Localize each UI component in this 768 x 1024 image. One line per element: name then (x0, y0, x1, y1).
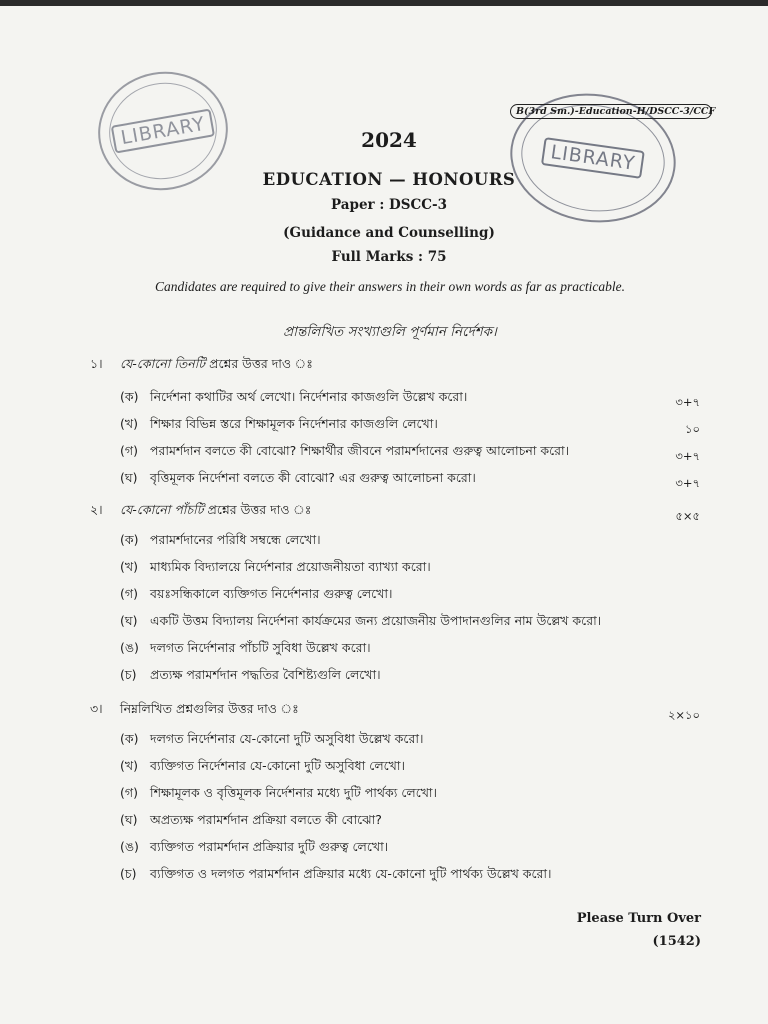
item-text: ব্যক্তিগত ও দলগত পরামর্শদান প্রক্রিয়ার মধ্যে যে-কোনো দুটি পার্থক্য উল্লেখ করো। (150, 866, 552, 881)
item-marks: ৩+৭ (675, 449, 700, 463)
question-marks: ২×১০ (667, 708, 700, 722)
item-label: (ক) (120, 389, 139, 404)
item-text: ব্যক্তিগত নির্দেশনার যে-কোনো দুটি অসুবিধা লেখো। (150, 758, 405, 773)
item-label: (ঙ) (120, 839, 139, 854)
subject-title: EDUCATION — HONOURS (262, 170, 516, 189)
item-label: (ঘ) (120, 812, 138, 827)
question-prefix: যে-কোনো তিনটি (120, 356, 206, 371)
list-item (120, 443, 569, 463)
item-text: নির্দেশনা কথাটির অর্থ লেখো। নির্দেশনার কাজগুলি উল্লেখ করো। (150, 389, 468, 404)
item-label: (খ) (120, 559, 138, 574)
item-label: (খ) (120, 758, 138, 773)
item-label: (গ) (120, 586, 138, 601)
list-item (120, 416, 438, 436)
question-title: প্রশ্নের উত্তর দাও ঃ (207, 502, 312, 517)
item-label: (ঘ) (120, 470, 138, 485)
stamp-label: LIBRARY (541, 137, 645, 179)
item-text: পরামর্শদানের পরিধি সম্বন্ধে লেখো। (150, 532, 321, 547)
item-text: ব্যক্তিগত পরামর্শদান প্রক্রিয়ার দুটি গুরুত্ব লেখো। (150, 839, 389, 854)
item-text: একটি উত্তম বিদ্যালয় নির্দেশনা কার্যক্রমের জন্য প্রয়োজনীয় উপাদানগুলির নাম উল্লেখ করো। (150, 613, 602, 628)
item-text: পরামর্শদান বলতে কী বোঝো? শিক্ষার্থীর জীবনে পরামর্শদানের গুরুত্ব আলোচনা করো। (150, 443, 570, 458)
item-label: (গ) (120, 785, 138, 800)
question-prefix: যে-কোনো পাঁচটি (120, 502, 204, 517)
list-item (120, 758, 405, 778)
question-title: প্রশ্নের উত্তর দাও ঃ (209, 356, 313, 371)
list-item (120, 586, 392, 606)
list-item (120, 532, 321, 552)
item-label: (চ) (120, 866, 137, 881)
instruction-bengali: প্রান্তলিখিত সংখ্যাগুলি পূর্ণমান নির্দেশক। (283, 324, 497, 340)
full-marks: Full Marks : 75 (331, 249, 447, 265)
exam-page (0, 6, 768, 1024)
list-item (120, 559, 431, 579)
list-item (120, 866, 552, 886)
please-turn-over: Please Turn Over (576, 911, 701, 926)
list-item (120, 667, 381, 687)
list-item (120, 812, 382, 832)
list-item (120, 839, 388, 859)
item-label: (গ) (120, 443, 138, 458)
question-1-heading (90, 356, 313, 376)
question-number: ১। (90, 356, 103, 371)
instruction-english: Candidates are required to give their answers in their own words as far as practicable. (154, 279, 626, 294)
item-marks: ১০ (685, 422, 700, 436)
list-item (120, 470, 476, 490)
question-3-heading (90, 701, 299, 721)
item-marks: ৩+৭ (675, 476, 700, 490)
list-item (120, 389, 467, 409)
item-text: প্রত্যক্ষ পরামর্শদান পদ্ধতির বৈশিষ্ট্যগুলি লেখো। (150, 667, 381, 682)
item-text: দলগত নির্দেশনার পাঁচটি সুবিধা উল্লেখ করো। (150, 640, 371, 655)
item-text: অপ্রত্যক্ষ পরামর্শদান প্রক্রিয়া বলতে কী বোঝো? (150, 812, 382, 827)
question-2-heading (90, 502, 311, 522)
item-label: (ক) (120, 731, 139, 746)
paper-code-box: B(3rd Sm.)-Education-H/DSCC-3/CCF (510, 104, 712, 119)
list-item (120, 731, 423, 751)
page-code: (1542) (652, 934, 701, 949)
item-marks: ৩+৭ (675, 395, 700, 409)
paper-topic: (Guidance and Counselling) (283, 225, 495, 241)
item-label: (চ) (120, 667, 137, 682)
question-number: ২। (90, 502, 103, 517)
stamp-label: LIBRARY (111, 108, 216, 153)
exam-year: 2024 (361, 128, 417, 152)
item-text: বৃত্তিমূলক নির্দেশনা বলতে কী বোঝো? এর গুরুত্ব আলোচনা করো। (150, 470, 476, 485)
item-text: শিক্ষামূলক ও বৃত্তিমূলক নির্দেশনার মধ্যে দুটি পার্থক্য লেখো। (150, 785, 438, 800)
item-label: (ঙ) (120, 640, 139, 655)
item-text: শিক্ষার বিভিন্ন স্তরে শিক্ষামূলক নির্দেশনার কাজগুলি লেখো। (150, 416, 438, 431)
item-label: (ঘ) (120, 613, 138, 628)
question-marks: ৫×৫ (675, 509, 700, 523)
list-item (120, 785, 437, 805)
item-text: দলগত নির্দেশনার যে-কোনো দুটি অসুবিধা উল্লেখ করো। (150, 731, 424, 746)
item-text: বয়ঃসন্ধিকালে ব্যক্তিগত নির্দেশনার গুরুত্ব লেখো। (150, 586, 393, 601)
item-text: মাধ্যমিক বিদ্যালয়ে নির্দেশনার প্রয়োজনীয়তা ব্যাখ্যা করো। (150, 559, 431, 574)
list-item (120, 640, 371, 660)
list-item (120, 613, 601, 633)
item-label: (ক) (120, 532, 139, 547)
question-number: ৩। (90, 701, 103, 716)
item-label: (খ) (120, 416, 138, 431)
paper-number: Paper : DSCC-3 (330, 197, 447, 213)
question-title: নিম্নলিখিত প্রশ্নগুলির উত্তর দাও ঃ (120, 701, 299, 716)
